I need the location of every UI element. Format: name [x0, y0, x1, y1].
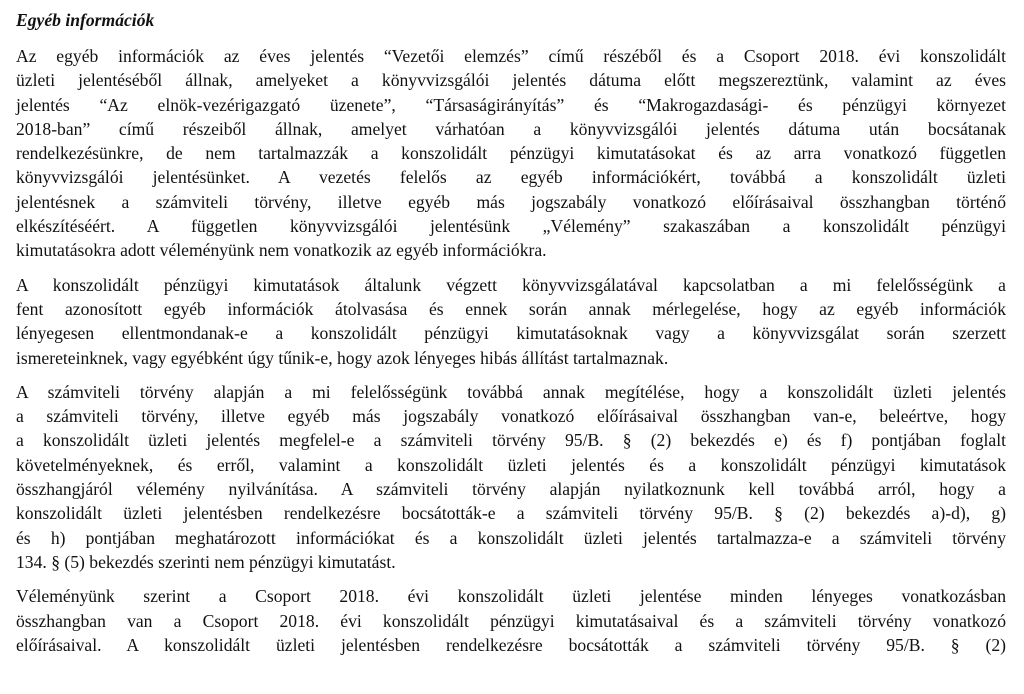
paragraph-list [16, 44, 1006, 657]
text-line: 2018-ban” című részeiből állnak, amelyet várhatóan a könyvvizsgálói jelentés dátuma után bocsátanak [16, 118, 1006, 139]
text-line: ismereteinknek, vagy egyébként úgy tűnik-e, hogy azok lényeges hibás állítást tartalmaznak. [16, 347, 669, 368]
text-line: fent azonosított egyéb információk átolvasása és ennek során annak mérlegelése, hogy az egyéb információk [16, 298, 1006, 319]
text-line: Az egyéb információk az éves jelentés “Vezetői elemzés” című részéből és a Csoport 2018. évi konszolidált [16, 46, 1006, 66]
text-line: jelentés “Az elnök-vezérigazgató üzenete”, “Társaságirányítás” és “Makrogazdasági- és pénzügyi környezet [16, 94, 1006, 115]
text-line: a számviteli törvény, illetve egyéb más jogszabály vonatkozó előírásaival összhangban van-e, beleértve, hogy [16, 406, 1006, 427]
text-line: a konszolidált üzleti jelentés megfelel-e a számviteli törvény 95/B. § (2) bekezdés e) és f) pontjában foglalt [16, 430, 1006, 451]
text-line: A számviteli törvény alapján a mi felelősségünk továbbá annak megítélése, hogy a konszolidált üzleti jelentés [16, 381, 1006, 402]
text-line: jelentésnek a számviteli törvény, illetve egyéb más jogszabály vonatkozó előírásaival összhangban történő [16, 191, 1006, 212]
text-line: könyvvizsgálói jelentésünket. A vezetés felelős az egyéb információkért, továbbá a konszolidált üzleti [16, 167, 1006, 188]
paragraph [16, 584, 1006, 657]
text-line: előírásaival. A konszolidált üzleti jelentésben rendelkezésre bocsátották a számviteli törvény 95/B. § (2) [16, 634, 1006, 655]
text-line: lényegesen ellentmondanak-e a konszolidált pénzügyi kimutatásoknak vagy a könyvvizsgálat során szerzett [16, 323, 1006, 344]
text-line: összhangban van a Csoport 2018. évi konszolidált pénzügyi kimutatásaival és a számviteli törvény vonatkozó [16, 610, 1006, 631]
text-line: üzleti jelentéséből állnak, amelyeket a könyvvizsgálói jelentés dátuma előtt megszereztünk, valamint az éves [16, 70, 1006, 91]
text-line: kimutatásokra adott véleményünk nem vonatkozik az egyéb információkra. [16, 240, 547, 261]
text-line: elkészítéséért. A független könyvvizsgálói jelentésünk „Vélemény” szakaszában a konszolidált pénzügyi [16, 216, 1006, 237]
text-line: összhangjáról vélemény nyilvánítása. A számviteli törvény alapján nyilatkoznunk kell továbbá arról, hogy a [16, 479, 1006, 500]
text-line: 134. § (5) bekezdés szerinti nem pénzügyi kimutatást. [16, 551, 396, 572]
section-heading: Egyéb információk [16, 10, 155, 30]
paragraph [16, 44, 1006, 263]
text-line: A konszolidált pénzügyi kimutatások általunk végzett könyvvizsgálatával kapcsolatban a mi felelősségünk a [16, 274, 1006, 295]
text-line: Véleményünk szerint a Csoport 2018. évi konszolidált üzleti jelentése minden lényeges vonatkozásban [16, 586, 1006, 607]
text-line: rendelkezésünkre, de nem tartalmazzák a konszolidált pénzügyi kimutatásokat és az arra vonatkozó független [16, 143, 1006, 164]
document-page [16, 8, 1006, 667]
text-line: és h) pontjában meghatározott információkat és a konszolidált üzleti jelentés tartalmazza-e a számviteli törvény [16, 527, 1006, 548]
paragraph [16, 273, 1006, 370]
text-line: követelményeknek, és erről, valamint a konszolidált üzleti jelentés és a konszolidált pénzügyi kimutatások [16, 454, 1006, 475]
text-line: konszolidált üzleti jelentésben rendelkezésre bocsátották-e a számviteli törvény 95/B. § (2) bekezdés a)-d), g) [16, 503, 1006, 524]
paragraph [16, 380, 1006, 574]
